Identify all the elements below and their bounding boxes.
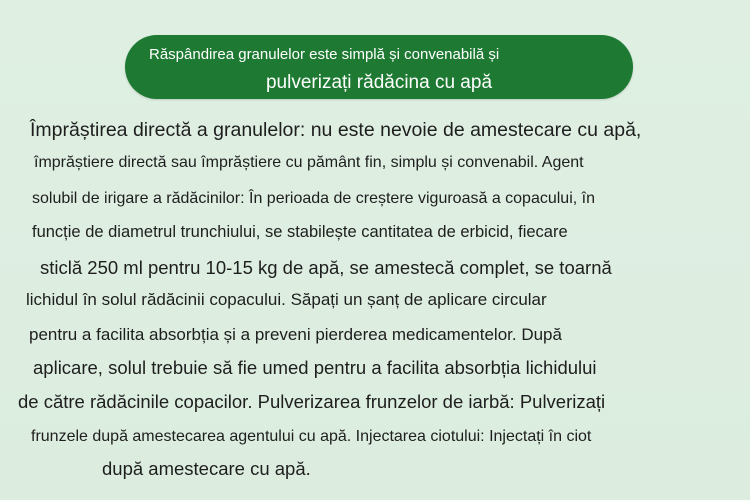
banner-line-2: pulverizați rădăcina cu apă bbox=[265, 72, 493, 93]
banner-line-1: Răspândirea granulelor este simplă și convenabilă și bbox=[149, 46, 500, 63]
body-line-10: frunzele după amestecarea agentului cu apă. Injectarea ciotului: Injectați în ciot bbox=[31, 428, 592, 445]
body-line-2: împrăștiere directă sau împrăștiere cu pământ fin, simplu și convenabil. Agent bbox=[34, 154, 584, 171]
body-line-9: de către rădăcinile copacilor. Pulverizarea frunzelor de iarbă: Pulverizați bbox=[18, 391, 606, 412]
body-line-8: aplicare, solul trebuie să fie umed pentru a facilita absorbția lichidului bbox=[33, 357, 597, 378]
body-line-1: Împrăștirea directă a granulelor: nu este nevoie de amestecare cu apă, bbox=[30, 119, 642, 141]
body-line-11: după amestecare cu apă. bbox=[102, 458, 311, 479]
body-line-4: funcție de diametrul trunchiului, se stabilește cantitatea de erbicid, fiecare bbox=[32, 223, 568, 241]
body-line-6: lichidul în solul rădăcinii copacului. Săpați un șanț de aplicare circular bbox=[26, 290, 547, 309]
body-line-7: pentru a facilita absorbția și a preveni pierderea medicamentelor. După bbox=[29, 325, 562, 344]
body-line-5: sticlă 250 ml pentru 10-15 kg de apă, se amestecă complet, se toarnă bbox=[40, 257, 612, 278]
body-line-3: solubil de irigare a rădăcinilor: În perioada de creștere viguroasă a copacului, în bbox=[32, 190, 595, 207]
